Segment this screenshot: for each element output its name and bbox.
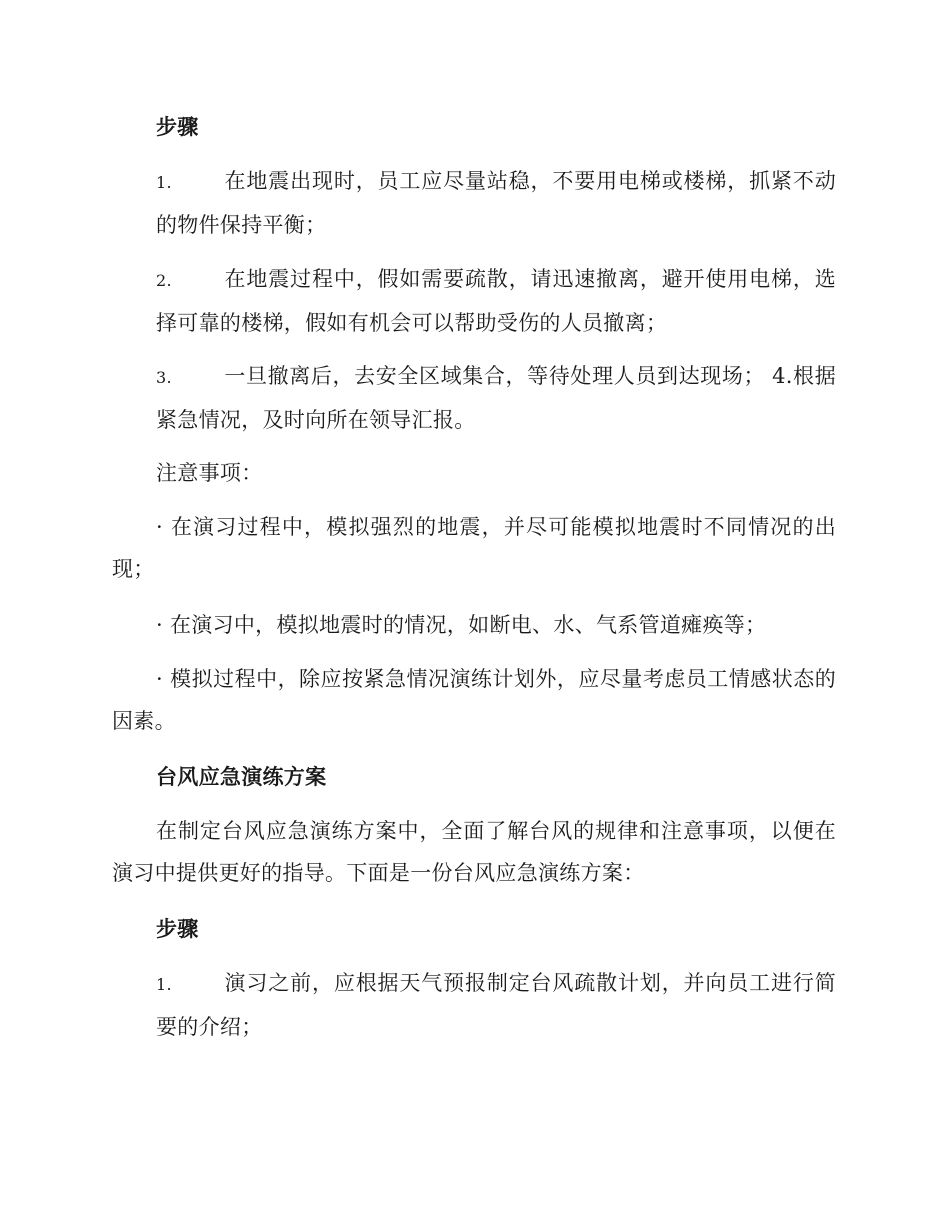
step-number: 1.: [156, 975, 172, 994]
note-item: · 在演习过程中，模拟强烈的地震，并尽可能模拟地震时不同情况的出现；: [112, 515, 836, 581]
step-number: 1.: [156, 173, 172, 192]
steps-heading: 步骤: [156, 916, 199, 941]
step-first-line: [112, 355, 836, 441]
step-item: [112, 962, 836, 1048]
step-item: [112, 258, 836, 344]
intro-paragraph: 在制定台风应急演练方案中，全面了解台风的规律和注意事项，以便在演习中提供更好的指导。下面是一份台风应急演练方案：: [112, 819, 836, 885]
notes-heading: 注意事项：: [156, 461, 263, 485]
note-item: · 模拟过程中，除应按紧急情况演练计划外，应尽量考虑员工情感状态的因素。: [112, 667, 836, 733]
note-item: · 在演习中，模拟地震时的情况，如断电、水、气系管道瘫痪等；: [156, 613, 767, 637]
step-text: 在地震过程中，假如需要疏散，请迅速撤离，避开使用电梯，选择可靠的楼梯，假如有机会可以帮助受伤的人员撤离；: [156, 267, 836, 335]
step-first-line: [112, 160, 836, 246]
step-first-line: [112, 962, 836, 1048]
step-text: 在地震出现时，员工应尽量站稳，不要用电梯或楼梯，抓紧不动的物件保持平衡；: [156, 169, 836, 237]
step-number: 2.: [156, 271, 172, 290]
step-number: 3.: [156, 368, 172, 387]
step-item: [112, 355, 836, 441]
step-first-line: [112, 258, 836, 344]
section-title: 台风应急演练方案: [156, 764, 327, 789]
step-item: [112, 160, 836, 246]
step-text: 一旦撤离后，去安全区域集合，等待处理人员到达现场； 4.根据紧急情况，及时向所在领导汇报。: [156, 364, 836, 432]
steps-heading: 步骤: [156, 114, 199, 139]
step-text: 演习之前，应根据天气预报制定台风疏散计划，并向员工进行简要的介绍；: [156, 971, 836, 1039]
